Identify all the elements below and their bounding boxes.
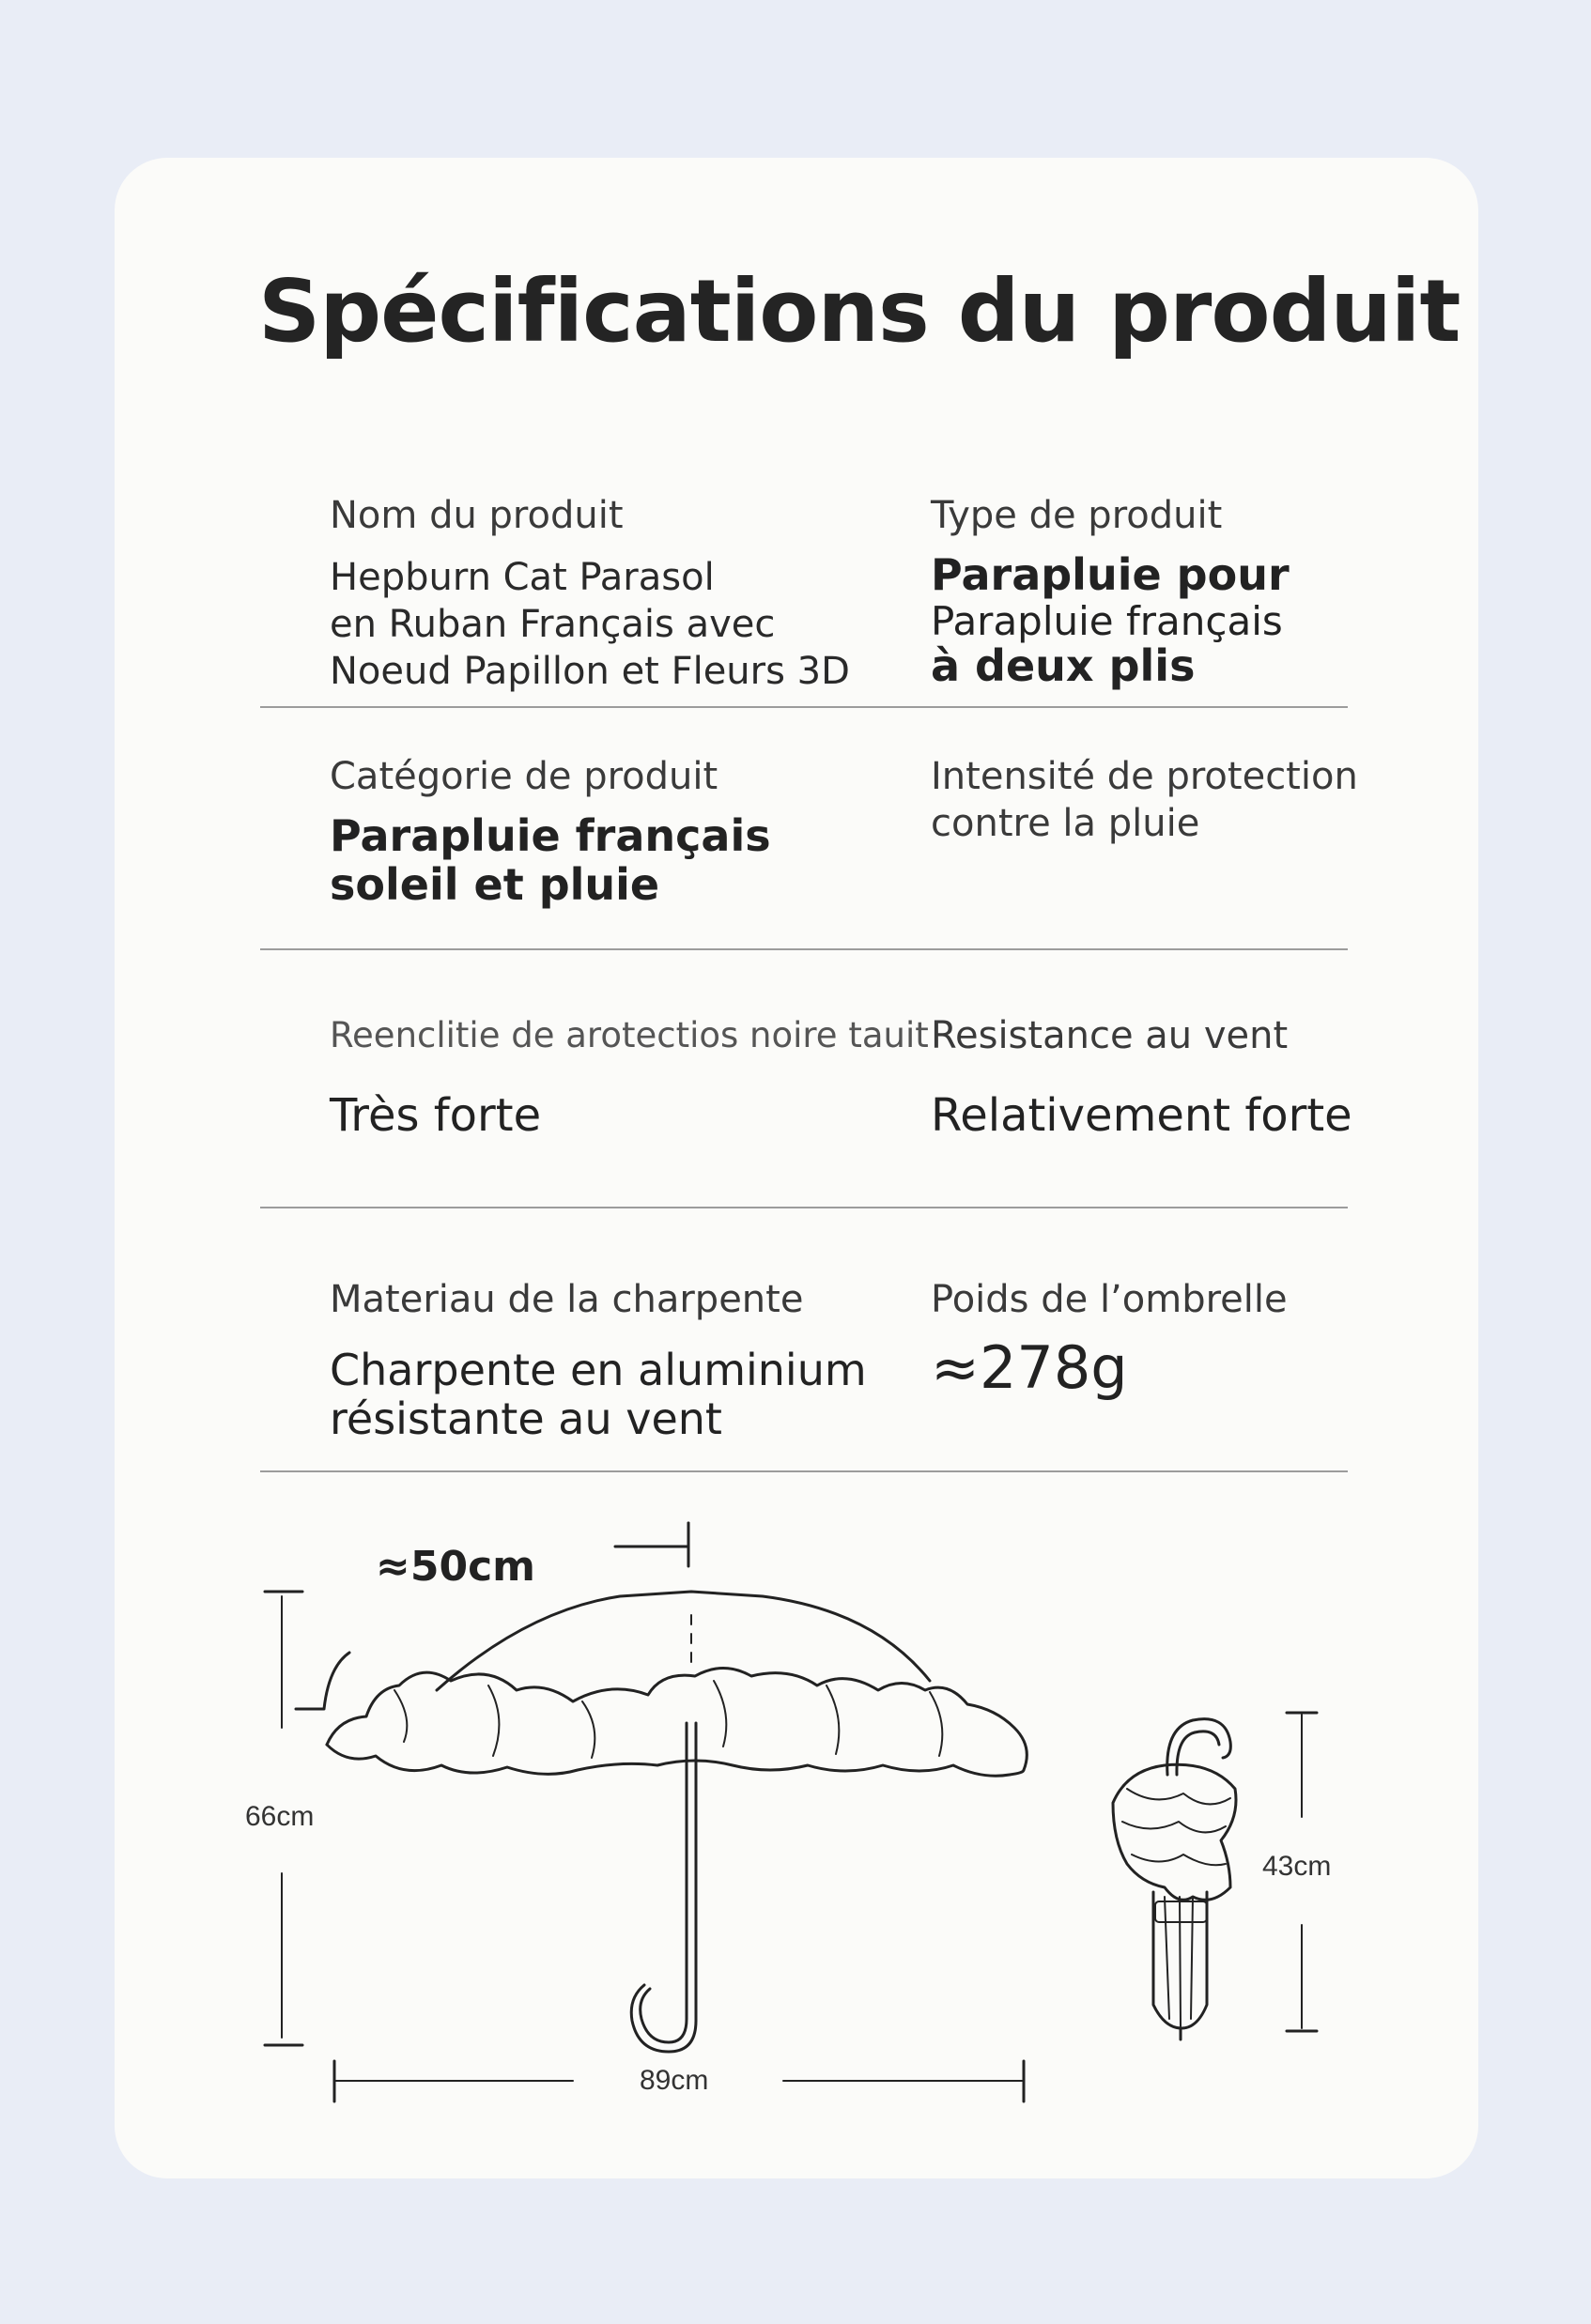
spec-value: Relativement forte — [931, 1089, 1352, 1142]
folded-umbrella-ruffle — [1122, 1789, 1230, 1865]
spec-label: contre la pluie — [931, 802, 1200, 845]
spec-value-line: en Ruban Français avec — [330, 603, 776, 646]
dimension-height-label: 66cm — [245, 1801, 315, 1832]
dimension-radius-label: ≈50cm — [376, 1543, 536, 1591]
umbrella-ruffle — [327, 1669, 1027, 1771]
spec-value-line: Parapluie français — [330, 810, 771, 861]
dimension-folded-length-label: 43cm — [1262, 1851, 1332, 1882]
folded-umbrella-panel — [1165, 1897, 1193, 2026]
spec-value-line: résistante au vent — [330, 1393, 722, 1444]
spec-label: Reenclitie de arotectios noire tauit — [330, 1015, 929, 1055]
spec-value: Très forte — [330, 1089, 542, 1142]
spec-label: Nom du produit — [330, 494, 624, 537]
spec-label: Poids de l’ombrelle — [931, 1278, 1288, 1321]
radius-marker — [615, 1523, 688, 1547]
spec-value-line: Charpente en aluminium — [330, 1345, 867, 1395]
dimension-width-label: 89cm — [640, 2065, 709, 2096]
folded-umbrella-body — [1113, 1764, 1236, 1900]
spec-label: Materiau de la charpente — [330, 1278, 804, 1321]
folded-umbrella-handle — [1177, 1731, 1219, 1775]
spec-value-line: Hepburn Cat Parasol — [330, 556, 715, 599]
umbrella-handle — [641, 1972, 687, 2042]
umbrella-ruffle-fold — [394, 1681, 942, 1758]
spec-label: Type de produit — [931, 494, 1223, 537]
spec-value-line: à deux plis — [931, 640, 1196, 691]
spec-value-line: soleil et pluie — [330, 859, 660, 910]
spec-value: ≈278g — [931, 1333, 1128, 1402]
spec-value-line: Parapluie français — [931, 598, 1283, 644]
folded-umbrella-strap — [1155, 1901, 1207, 1922]
angle-marker — [296, 1653, 349, 1709]
spec-label: Resistance au vent — [931, 1014, 1289, 1057]
spec-value-line: Parapluie pour — [931, 549, 1290, 600]
spec-label: Intensité de protection — [931, 755, 1358, 798]
umbrella-ruffle — [327, 1745, 1024, 1776]
page-title: Spécifications du produit — [258, 261, 1460, 362]
spec-label: Catégorie de produit — [330, 755, 718, 798]
spec-value-line: Noeud Papillon et Fleurs 3D — [330, 650, 850, 693]
